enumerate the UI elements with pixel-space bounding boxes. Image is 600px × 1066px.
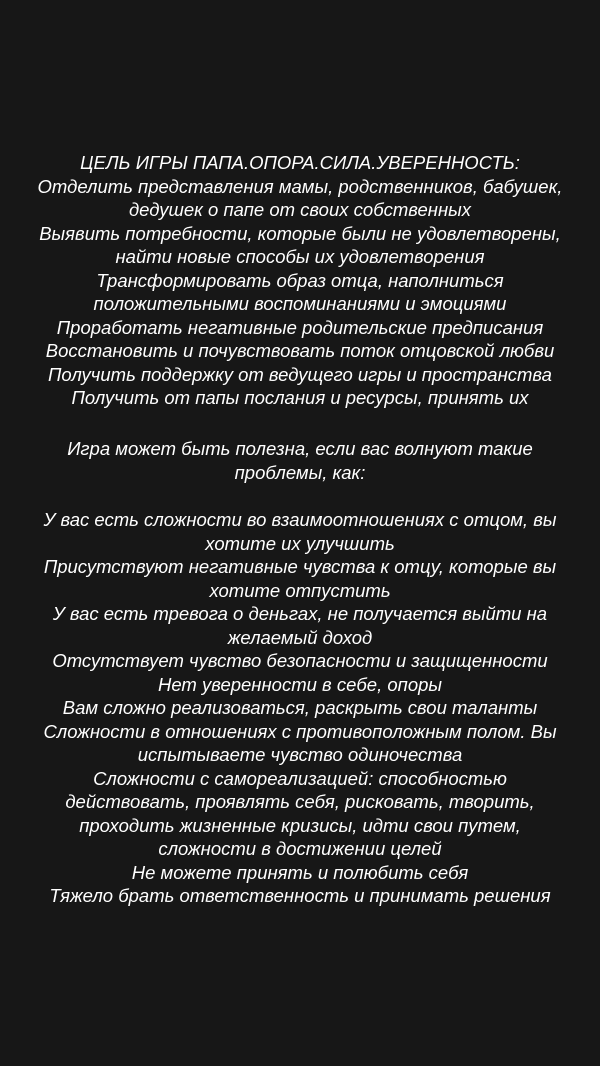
problem-line: хотите их улучшить bbox=[205, 532, 395, 554]
problem-line: Сложности в отношениях с противоположным полом. Вы bbox=[43, 720, 557, 742]
problem-line: Отсутствует чувство безопасности и защищенности bbox=[52, 650, 548, 671]
problem-line: Вам сложно реализоваться, раскрыть свои таланты bbox=[62, 697, 538, 718]
goals-heading: ЦЕЛЬ ИГРЫ ПАПА.ОПОРА.СИЛА.УВЕРЕННОСТЬ: bbox=[80, 152, 520, 173]
problem-line: действовать, проявлять себя, рисковать, творить, bbox=[65, 791, 535, 812]
goal-line: Получить от папы послания и ресурсы, принять их bbox=[71, 387, 529, 408]
goal-line: Получить поддержку от ведущего игры и пространства bbox=[48, 363, 552, 385]
goal-line: Трансформировать образ отца, наполниться bbox=[96, 269, 504, 291]
problem-line: У вас есть тревога о деньгах, не получается выйти на bbox=[52, 603, 548, 624]
problem-line: испытываете чувство одиночества bbox=[137, 744, 463, 765]
goal-line: Восстановить и почувствовать поток отцовской любви bbox=[45, 340, 555, 361]
problem-line: Не можете принять и полюбить себя bbox=[131, 861, 469, 883]
problem-line: Сложности с самореализацией: способностью bbox=[93, 767, 507, 789]
problem-line: хотите отпустить bbox=[209, 579, 391, 601]
intro-section bbox=[0, 437, 600, 484]
goal-line: Отделить представления мамы, родственников, бабушек, bbox=[37, 175, 563, 197]
goal-line: найти новые способы их удовлетворения bbox=[115, 246, 485, 267]
problems-section bbox=[0, 508, 600, 908]
intro-line: Игра может быть полезна, если вас волнуют такие bbox=[67, 438, 533, 459]
goal-line: положительными воспоминаниями и эмоциями bbox=[93, 293, 507, 314]
intro-line: проблемы, как: bbox=[234, 461, 366, 483]
problem-line: сложности в достижении целей bbox=[158, 838, 442, 859]
goal-line: Выявить потребности, которые были не удовлетворены, bbox=[39, 222, 561, 244]
problem-line: Присутствуют негативные чувства к отцу, которые вы bbox=[43, 556, 557, 577]
problem-line: желаемый доход bbox=[227, 626, 373, 648]
problem-line: проходить жизненные кризисы, идти свои путем, bbox=[79, 814, 521, 836]
problem-line: Нет уверенности в себе, опоры bbox=[157, 673, 443, 695]
problem-line: У вас есть сложности во взаимоотношениях с отцом, вы bbox=[43, 509, 557, 530]
goals-section bbox=[0, 151, 600, 410]
problem-line: Тяжело брать ответственность и принимать решения bbox=[49, 885, 551, 906]
goal-line: дедушек о папе от своих собственных bbox=[128, 199, 472, 220]
goal-line: Проработать негативные родительские предписания bbox=[56, 316, 544, 338]
